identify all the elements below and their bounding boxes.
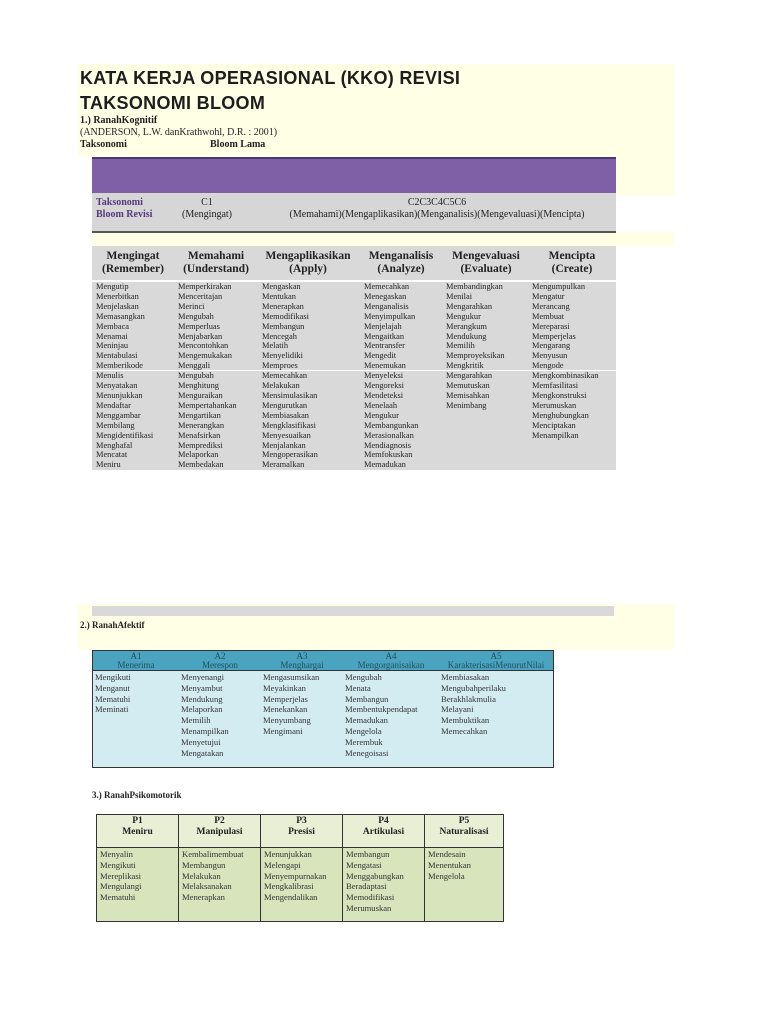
verb-item: Mengatur (532, 291, 565, 301)
verb-item: Menjelaskan (96, 301, 139, 311)
verb-item: Membiasakan (262, 410, 309, 420)
col-header: P3 Presisi (261, 815, 342, 848)
verb-item: Menyimpulkan (364, 311, 416, 321)
verb-item: Mengikuti (95, 672, 131, 682)
verb-item: Menyalin (100, 849, 133, 859)
verb-item: Menyusun (532, 351, 568, 361)
verb-item: Mentukan (262, 291, 296, 301)
verb-item: Memadukan (345, 715, 388, 726)
col-header: A4 Mengorganisaikan (357, 651, 425, 670)
verb-item: Mengklasifikasi (262, 420, 316, 430)
verb-item: Memberikode (96, 361, 143, 371)
verb-item: Mengukur (446, 311, 481, 321)
verb-item: Melayani (441, 704, 474, 715)
verb-item: Memodifikasi (262, 311, 309, 321)
verb-item: Menguraikan (178, 390, 223, 400)
verb-item: Membangunkan (364, 420, 419, 430)
verb-item: Memperjelas (532, 331, 576, 341)
verb-item: Menegaskan (364, 291, 407, 301)
afektif-heading: 2.) RanahAfektif (80, 620, 145, 630)
psikomotorik-col-3 (261, 815, 343, 921)
verb-item: Menata (345, 682, 371, 693)
verb-item: Menelaah (364, 400, 398, 410)
verb-item: Memadukan (364, 460, 406, 470)
verb-item: Berakhlakmulia (441, 693, 496, 704)
verb-item: Menamai (96, 331, 128, 341)
verb-item: Mengkritik (446, 361, 484, 371)
psikomotorik-col-4 (343, 815, 425, 921)
verb-item: Menampilkan (532, 430, 579, 440)
verb-item: Mencatat (96, 450, 128, 460)
verb-item: Menceritajan (178, 291, 223, 301)
afektif-col-2 (179, 651, 261, 758)
c2-c6-cell: C2C3C4C5C6 (Memahami)(Mengaplikasikan)(Menganalisis)(Mengevaluasi)(Mencipta) (289, 197, 585, 220)
verb-item: Mengasumsikan (263, 672, 320, 682)
afektif-col-4 (343, 651, 439, 758)
verb-item: Menafsirkan (178, 430, 221, 440)
verb-item: Mentabulasi (96, 351, 138, 361)
verb-item: Menciptakan (532, 420, 576, 430)
verb-item: Merasionalkan (364, 430, 414, 440)
verb-item: Mendesain (428, 849, 466, 859)
verb-item: Mengoperasikan (262, 450, 318, 460)
verb-item: Memperjelas (263, 693, 308, 704)
verb-item: Mempertahankan (178, 400, 237, 410)
kognitif-col-5 (442, 246, 530, 411)
col-header: A5 KarakterisasiMenurutNilai (447, 651, 545, 670)
verb-item: Mencegah (262, 331, 297, 341)
verb-item: Mengkombinasikan (532, 371, 599, 381)
verb-item: Memfasilitasi (532, 381, 579, 391)
verb-item: Beradaptasi (346, 881, 387, 892)
verb-item: Membangun (262, 321, 305, 331)
verb-item: Mengaitkan (364, 331, 405, 341)
verb-item: Menekankan (263, 704, 308, 715)
psikomotorik-col-2 (179, 815, 261, 921)
verb-item: Kembalimembuat (182, 849, 244, 859)
verb-item: Mengemukakan (178, 351, 232, 361)
verb-item: Menggambar (96, 410, 141, 420)
verb-item: Mengoreksi (364, 381, 405, 391)
verb-item: Mengode (532, 361, 564, 371)
verb-item: Merumuskan (532, 400, 577, 410)
grey-separator (92, 606, 614, 616)
verb-item: Menghubungkan (532, 410, 589, 420)
verb-item: Mendaftar (96, 400, 131, 410)
verb-item: Mengumpulkan (532, 282, 586, 291)
kognitif-heading: 1.) RanahKognitif (80, 115, 158, 126)
verb-item: Meninjau (96, 341, 129, 351)
verb-item: Memecahkan (441, 725, 488, 736)
verb-item: Membangun (345, 693, 389, 704)
verb-item: Merumuskan (346, 902, 392, 913)
verb-item: Meniru (96, 460, 121, 470)
verb-item: Menjelajah (364, 321, 402, 331)
verb-item: Memilih (181, 715, 211, 726)
col-header: Mencipta (Create) (548, 250, 596, 275)
verb-item: Membandingkan (446, 282, 503, 291)
verb-item: Memfokuskan (364, 450, 413, 460)
verb-list (174, 282, 258, 470)
verb-item: Mendiagnosis (364, 440, 411, 450)
verb-item: Membedakan (178, 460, 224, 470)
bloom-lama-label: Bloom Lama (210, 139, 266, 150)
col-header: P5 Naturalisasi (425, 815, 503, 848)
verb-list (343, 671, 439, 758)
bloom-lama-band (92, 157, 616, 195)
verb-item: Menyenangi (181, 672, 224, 682)
verb-list (439, 671, 553, 737)
verb-list (442, 282, 530, 411)
verb-item: Menggali (178, 361, 211, 371)
verb-item: Menyatakan (96, 381, 138, 391)
verb-item: Merembuk (345, 736, 383, 747)
col-header: P2 Manipulasi (179, 815, 260, 848)
verb-item: Mengarang (532, 341, 571, 351)
source-citation: (ANDERSON, L.W. danKrathwohl, D.R. : 2001) (80, 127, 278, 138)
verb-item: Menghitung (178, 381, 219, 391)
verb-item: Meminati (95, 704, 129, 715)
verb-item: Memilih (446, 341, 475, 351)
verb-item: Mengubah (178, 371, 214, 381)
kognitif-col-3 (258, 246, 358, 470)
verb-item: Melengapi (264, 859, 301, 870)
verb-item: Menyempurnakan (264, 870, 327, 881)
verb-item: Memecahkan (364, 282, 410, 291)
verb-item: Menyumbang (263, 715, 311, 726)
verb-item: Membuat (532, 311, 565, 321)
verb-item: Menentukan (428, 859, 471, 870)
verb-list (179, 848, 260, 903)
verb-item: Menemukan (364, 361, 406, 371)
verb-item: Memecahkan (262, 371, 308, 381)
verb-item: Mematuhi (100, 892, 136, 903)
verb-item: Melaporkan (178, 450, 219, 460)
verb-item: Membentukpendapat (345, 704, 418, 715)
kognitif-col-6 (528, 246, 616, 441)
verb-list (258, 282, 358, 470)
afektif-col-3 (261, 651, 343, 737)
verb-item: Mengubahperilaku (441, 682, 506, 693)
col-header: Menganalisis (Analyze) (368, 250, 434, 275)
verb-item: Membangun (182, 859, 226, 870)
verb-item: Mencontohkan (178, 341, 229, 351)
col-header: Memahami (Understand) (183, 250, 249, 275)
verb-item: Merangkum (446, 321, 487, 331)
verb-list (425, 848, 503, 881)
afektif-table (92, 650, 554, 768)
highlight-strip (92, 232, 674, 246)
verb-item: Mereparasi (532, 321, 570, 331)
verb-item: Mengaskan (262, 282, 301, 291)
verb-item: Mengubah (178, 311, 214, 321)
verb-item: Memperluas (178, 321, 220, 331)
verb-item: Melaksanakan (182, 881, 232, 892)
verb-item: Mengatasi (346, 859, 382, 870)
verb-item: Mengkalibrasi (264, 881, 314, 892)
highlight-right (616, 156, 674, 196)
kognitif-col-2 (174, 246, 258, 470)
psikomotorik-table (96, 814, 504, 922)
verb-item: Meramalkan (262, 460, 305, 470)
verb-item: Mengulangi (100, 881, 142, 892)
verb-item: Menerangkan (178, 420, 225, 430)
verb-item: Mentransfer (364, 341, 405, 351)
page-title: KATA KERJA OPERASIONAL (KKO) REVISI TAKSONOMI BLOOM (80, 68, 461, 113)
verb-list (528, 282, 616, 441)
verb-item: Mengikuti (100, 859, 136, 870)
verb-item: Menerapkan (262, 301, 304, 311)
verb-item: Mengelola (428, 870, 465, 881)
verb-item: Menyesuaikan (262, 430, 311, 440)
verb-item: Mereplikasi (100, 870, 142, 881)
col-header: P4 Artikulasi (343, 815, 424, 848)
verb-item: Membuktikan (441, 715, 490, 726)
verb-item: Menganalisis (364, 301, 409, 311)
verb-item: Memisahkan (446, 390, 490, 400)
afektif-col-5 (439, 651, 553, 737)
verb-item: Menjabarkan (178, 331, 223, 341)
verb-item: Mengkonstruksi (532, 390, 587, 400)
verb-item: Membiasakan (441, 672, 490, 682)
verb-list (343, 848, 424, 914)
verb-item: Mendukung (181, 693, 223, 704)
col-header: P1 Meniru (97, 815, 178, 848)
verb-item: Membangun (346, 849, 390, 859)
verb-list (261, 848, 342, 903)
verb-item: Menggabungkan (346, 870, 404, 881)
verb-item: Mengedit (364, 351, 397, 361)
verb-item: Mengutip (96, 282, 129, 291)
col-header: A3 Menghargai (280, 651, 324, 670)
verb-list (93, 671, 179, 715)
verb-item: Memodifikasi (346, 892, 395, 903)
col-header: A2 Merespon (202, 651, 238, 670)
psikomotorik-heading: 3.) RanahPsikomotorik (92, 790, 182, 800)
verb-list (179, 671, 261, 758)
verb-item: Mengendalikan (264, 892, 318, 903)
verb-item: Menerbitkan (96, 291, 139, 301)
verb-item: Mengidentifikasi (96, 430, 154, 440)
verb-item: Membaca (96, 321, 130, 331)
verb-item: Meyakinkan (263, 682, 306, 693)
verb-item: Mengubah (345, 672, 382, 682)
verb-item: Memperkirakan (178, 282, 232, 291)
verb-item: Menjalankan (262, 440, 306, 450)
verb-item: Memprediksi (178, 440, 223, 450)
verb-item: Merancang (532, 301, 570, 311)
psikomotorik-col-5 (425, 815, 503, 921)
verb-item: Merinci (178, 301, 205, 311)
verb-item: Menimbang (446, 400, 487, 410)
verb-item: Menyeleksi (364, 371, 404, 381)
revisi-label: Taksonomi Bloom Revisi (96, 197, 153, 220)
verb-item: Melatih (262, 341, 289, 351)
verb-item: Menulis (96, 371, 124, 381)
verb-item: Mematuhi (95, 693, 131, 704)
verb-item: Mengatakan (181, 747, 224, 758)
verb-item: Melakukan (182, 870, 221, 881)
col-header: Mengaplikasikan (Apply) (265, 250, 351, 275)
verb-item: Mengurutkan (262, 400, 308, 410)
verb-item: Mengarahkan (446, 371, 493, 381)
col-header: A1 Menerima (117, 651, 155, 670)
verb-item: Menerapkan (182, 892, 225, 903)
verb-item: Membilang (96, 420, 135, 430)
verb-item: Menghafal (96, 440, 133, 450)
verb-list (261, 671, 343, 737)
verb-item: Melakukan (262, 381, 300, 391)
bloom-revisi-band (92, 193, 616, 233)
kognitif-col-1 (92, 246, 174, 470)
taksonomi-label: Taksonomi (80, 139, 127, 150)
verb-item: Memasangkan (96, 311, 145, 321)
col-header: Mengevaluasi (Evaluate) (452, 250, 520, 275)
afektif-col-1 (93, 651, 179, 715)
verb-item: Memutuskan (446, 381, 490, 391)
verb-item: Menampilkan (181, 725, 229, 736)
verb-list (360, 282, 442, 470)
verb-item: Menyelidiki (262, 351, 303, 361)
verb-item: Mengarahkan (446, 301, 493, 311)
verb-item: Mendukung (446, 331, 487, 341)
verb-item: Menunjukkan (264, 849, 312, 859)
verb-item: Mengukur (364, 410, 399, 420)
col-header: Mengingat (Remember) (102, 250, 164, 275)
verb-list (92, 282, 174, 470)
verb-item: Menunjukkan (96, 390, 143, 400)
verb-item: Mengartikan (178, 410, 221, 420)
verb-item: Mensimulasikan (262, 390, 318, 400)
kognitif-table (92, 246, 616, 470)
verb-item: Memproes (262, 361, 298, 371)
verb-item: Menyambut (181, 682, 223, 693)
verb-item: Melaporkan (181, 704, 223, 715)
psikomotorik-col-1 (97, 815, 179, 921)
verb-item: Menyetujui (181, 736, 221, 747)
verb-list (97, 848, 178, 903)
verb-item: Mendeteksi (364, 390, 404, 400)
verb-item: Mengelola (345, 725, 382, 736)
verb-item: Menganut (95, 682, 130, 693)
verb-item: Memproyeksikan (446, 351, 505, 361)
verb-item: Mengimani (263, 725, 303, 736)
kognitif-col-4 (360, 246, 442, 470)
verb-item: Menilai (446, 291, 473, 301)
verb-item: Menegoisasi (345, 747, 389, 758)
c1-cell: C1 (Mengingat) (182, 197, 232, 220)
